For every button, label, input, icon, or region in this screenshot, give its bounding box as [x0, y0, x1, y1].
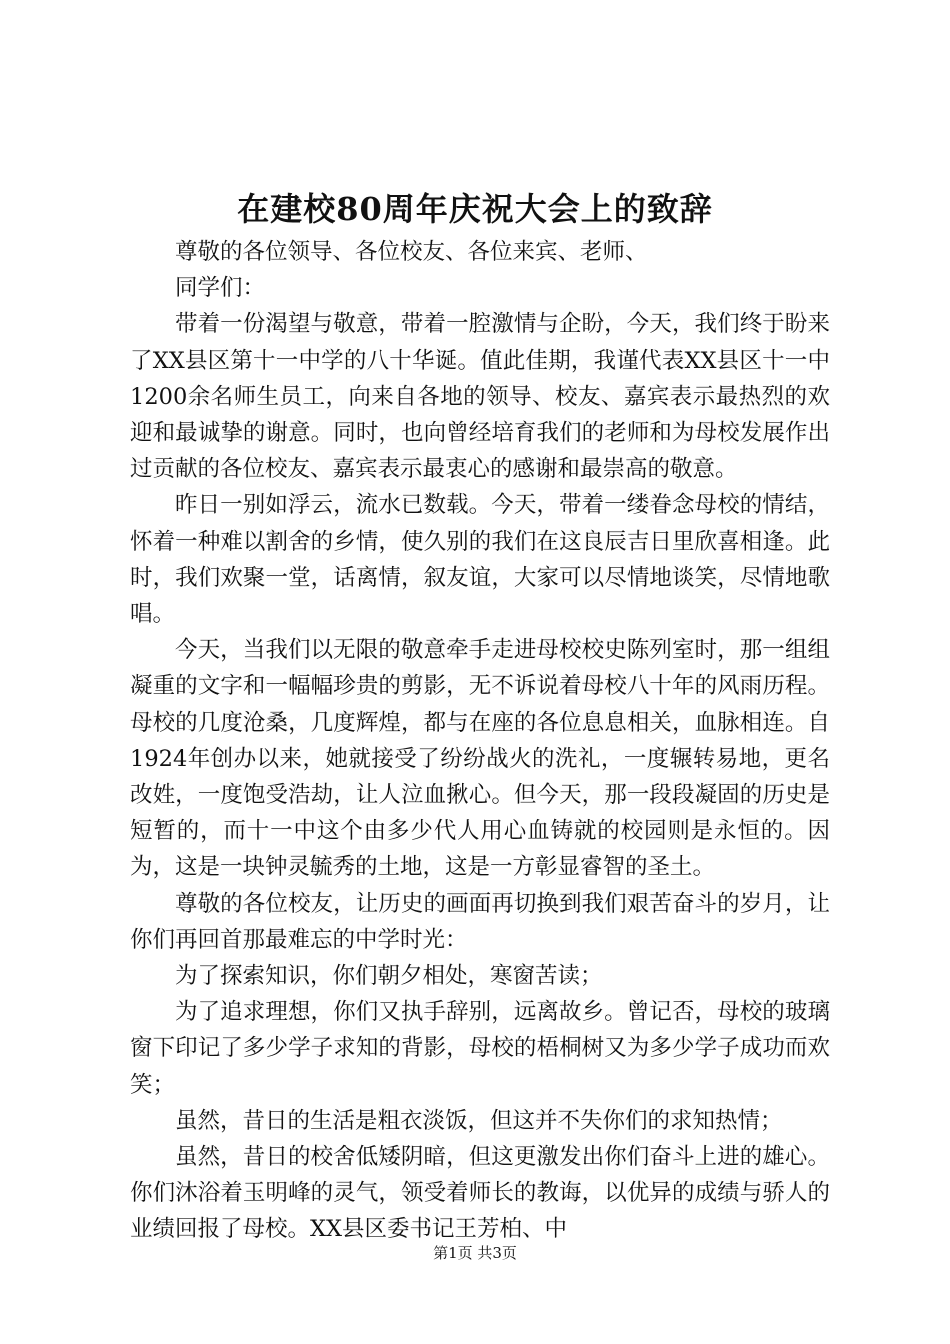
paragraph: 为了追求理想，你们又执手辞别，远离故乡。曾记否，母校的玻璃窗下印记了多少学子求知的背影，母校的梧桐树又为多少学子成功而欢笑；	[130, 999, 830, 1098]
paragraph: 今天，当我们以无限的敬意牵手走进母校校史陈列室时，那一组组凝重的文字和一幅幅珍贵的剪影，无不诉说着母校八十年的风雨历程。母校的几度沧桑，几度辉煌，都与在座的各位息息相关，血脉相连。自1924年创办以来，她就接受了纷纷战火的洗礼，一度辗转易地，更名改姓，一度饱受浩劫，让人泣血揪心。但今天，那一段段凝固的历史是短暂的，而十一中这个由多少代人用心血铸就的校园则是永恒的。因为，这是一块钟灵毓秀的土地，这是一方彰显睿智的圣土。	[130, 637, 830, 881]
document-title: 在建校80周年庆祝大会上的致辞	[237, 190, 713, 228]
paragraph: 带着一份渴望与敬意，带着一腔激情与企盼，今天，我们终于盼来了XX县区第十一中学的八十华诞。值此佳期，我谨代表XX县区十一中1200余名师生员工，向来自各地的领导、校友、嘉宾表示最热烈的欢迎和最诚挚的谢意。同时，也向曾经培育我们的老师和为母校发展作出过贡献的各位校友、嘉宾表示最衷心的感谢和最崇高的敬意。	[130, 311, 830, 483]
paragraph: 为了探索知识，你们朝夕相处，寒窗苦读；	[175, 963, 603, 990]
salutation-line-2: 同学们：	[175, 275, 266, 302]
paragraph: 昨日一别如浮云，流水已数载。今天，带着一缕眷念母校的情结，怀着一种难以割舍的乡情，使久别的我们在这良辰吉日里欣喜相逢。此时，我们欢聚一堂，话离情，叙友谊，大家可以尽情地谈笑，尽情地歌唱。	[130, 492, 830, 628]
paragraph: 虽然，昔日的生活是粗衣淡饭，但这并不失你们的求知热情；	[175, 1107, 783, 1134]
page-footer: 第1页 共3页	[433, 1244, 517, 1262]
document-body	[130, 234, 830, 1248]
paragraph: 虽然，昔日的校舍低矮阴暗，但这更激发出你们奋斗上进的雄心。你们沐浴着玉明峰的灵气，领受着师长的教诲，以优异的成绩与骄人的业绩回报了母校。XX县区委书记王芳柏、中	[130, 1144, 830, 1243]
salutation-line-1: 尊敬的各位领导、各位校友、各位来宾、老师、	[175, 239, 648, 265]
paragraph: 尊敬的各位校友，让历史的画面再切换到我们艰苦奋斗的岁月，让你们再回首那最难忘的中学时光：	[130, 890, 830, 953]
